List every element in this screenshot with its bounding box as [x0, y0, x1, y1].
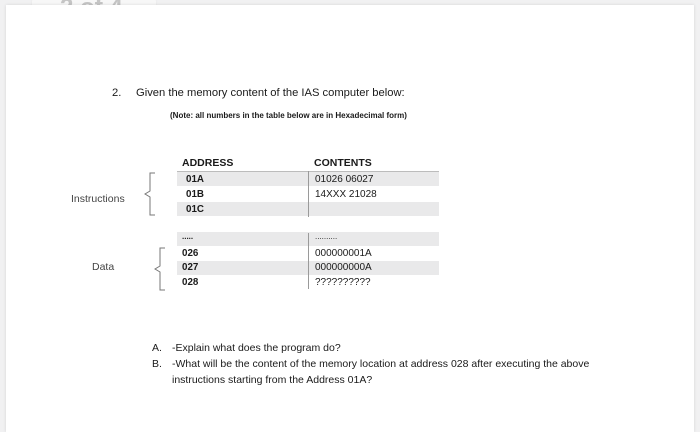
- contents-cell: 01026 06027: [315, 174, 374, 185]
- data-brace: [150, 247, 168, 291]
- task-item: [152, 356, 612, 388]
- hex-note: (Note: all numbers in the table below are in Hexadecimal form): [170, 111, 407, 120]
- address-cell: 01C: [186, 204, 204, 215]
- address-cell: 026: [182, 248, 199, 259]
- address-cell: .....: [182, 232, 194, 241]
- data-label: Data: [92, 261, 115, 273]
- task-text: -Explain what does the program do?: [172, 342, 341, 354]
- address-cell: 028: [182, 277, 199, 288]
- question-text: Given the memory content of the IAS computer below:: [136, 87, 405, 99]
- contents-cell: 000000000A: [315, 262, 372, 273]
- column-divider: [308, 171, 309, 217]
- address-cell: 01B: [186, 189, 204, 200]
- address-cell: 027: [182, 262, 199, 273]
- address-cell: 01A: [186, 174, 204, 185]
- task-text: -What will be the content of the memory location at address 028 after executing the above instructions starting from the Address 01A?: [172, 358, 590, 386]
- contents-cell: ..........: [315, 232, 338, 241]
- contents-cell: ??????????: [315, 277, 371, 288]
- task-letter: A.: [152, 342, 162, 354]
- task-list: [152, 340, 612, 388]
- header-contents: CONTENTS: [314, 157, 372, 169]
- instructions-brace: [140, 172, 158, 216]
- task-item: [152, 340, 612, 356]
- task-letter: B.: [152, 358, 162, 370]
- instructions-label: Instructions: [71, 193, 125, 205]
- contents-cell: 14XXX 21028: [315, 189, 377, 200]
- column-divider: [308, 233, 309, 289]
- question-number: 2.: [112, 87, 122, 99]
- contents-cell: 000000001A: [315, 248, 372, 259]
- header-address: ADDRESS: [182, 157, 234, 169]
